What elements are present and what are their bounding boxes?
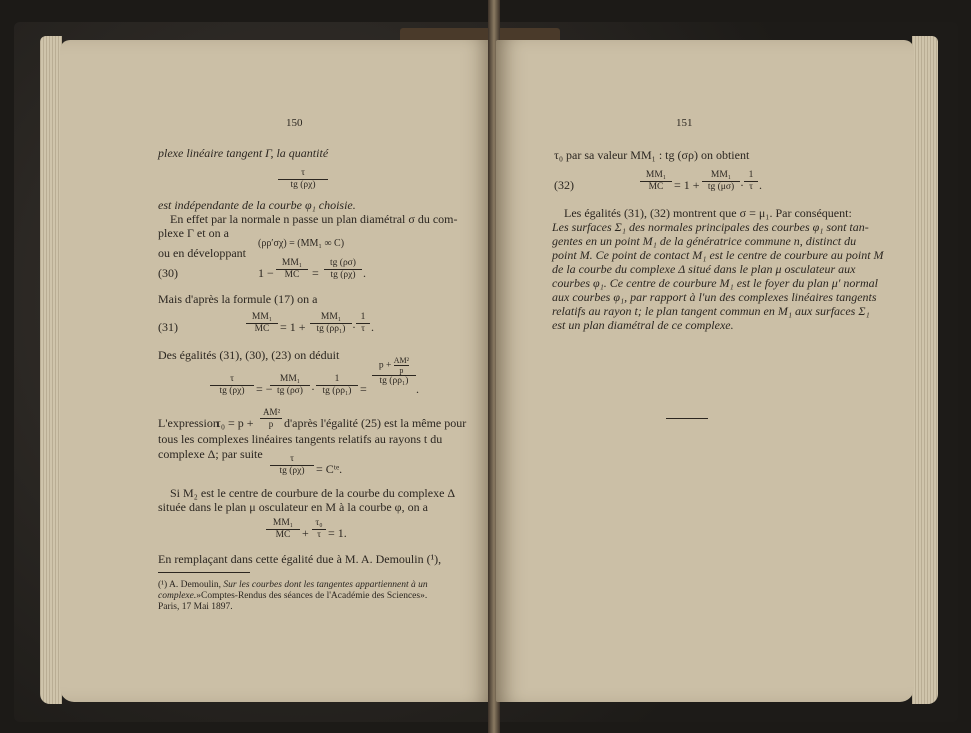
text-line: tous les complexes linéaires tangents relatifs au rayons t du xyxy=(158,432,443,446)
text-line: aux courbes φ₁, par rapport à l'un des complexes linéaires tangents xyxy=(552,290,877,304)
equation-term: = − xyxy=(256,382,273,396)
equation-term: . xyxy=(371,320,374,334)
equation-term: + xyxy=(302,526,309,540)
text-line: d'après l'égalité (25) est la même pour xyxy=(284,416,467,430)
equation-term: = 1. xyxy=(328,526,347,540)
equation-label: (32) xyxy=(554,178,574,192)
section-rule xyxy=(666,418,708,419)
left-page xyxy=(60,40,492,702)
fraction: p + $\frac{\text{AM²}}{p}$ tg (ρρ₁) xyxy=(372,356,416,387)
fraction: $\frac{\tau}{tg (\rho\chi)}$ xyxy=(210,374,254,397)
fraction: $\frac{1}{\tau}$ xyxy=(744,170,758,193)
text-line: τ₀ par sa valeur MM₁ : tg (σρ) on obtient xyxy=(554,148,750,162)
text-line: est indépendante de la courbe φ₁ choisie. xyxy=(158,198,356,212)
text-line: Les surfaces Σ₁ des normales principales des courbes φ₁ sont tan- xyxy=(552,220,869,234)
equation-term: 1 − xyxy=(258,266,274,280)
fraction: $\frac{\text{MM₁}}{tg (\rho\sigma)}$ xyxy=(270,374,310,397)
text-line: située dans le plan μ osculateur en M à la courbe φ, on a xyxy=(158,500,428,514)
footnote-line: complexe.»Comptes-Rendus des séances de l'Académie des Sciences». xyxy=(158,591,428,601)
footnote-rule xyxy=(158,572,250,573)
text-line: gentes en un point M₁ de la génératrice commune n, distinct du xyxy=(552,234,857,248)
footnote-line: (¹) A. Demoulin, Sur les courbes dont les tangentes appartiennent à un xyxy=(158,580,428,590)
fraction: $\frac{tg (\rho\sigma)}{tg (\rho\chi)}$ xyxy=(324,258,362,281)
equation-label: (30) xyxy=(158,266,178,280)
text-line: Mais d'après la formule (17) on a xyxy=(158,292,318,306)
fraction: $\frac{\text{MM₁}}{MC}$ xyxy=(246,312,278,335)
equation-label: (31) xyxy=(158,320,178,334)
right-page xyxy=(496,40,914,702)
text-line: ou en développant xyxy=(158,246,246,260)
text-line: complexe Δ; par suite xyxy=(158,447,263,461)
equation: (ρρ′σχ) = (MM₁ ∞ C) xyxy=(258,238,345,249)
fraction: $\frac{1}{\text{tg (ρρ₁)}}$ xyxy=(316,374,358,397)
page-edges-right xyxy=(912,36,938,704)
equation-term: = Cᵗᵉ. xyxy=(316,462,343,476)
fraction: $\frac{\text{MM₁}}{MC}$ xyxy=(266,518,300,541)
text-line: Les égalités (31), (32) montrent que σ = μ₁. Par conséquent: xyxy=(564,206,852,220)
fraction: $\frac{\text{τ₀}}{\tau}$ xyxy=(312,518,326,541)
text-line: plexe Γ et on a xyxy=(158,226,229,240)
equation-term: · xyxy=(352,320,356,334)
equation-term: = xyxy=(360,382,367,396)
equation-term: = xyxy=(312,266,319,280)
equation-term: τ₀ = p + xyxy=(216,416,254,430)
fraction: $\frac{\text{MM₁}}{MC}$ xyxy=(640,170,672,193)
text-line: relatifs au rayon t; le plan tangent commun en M₁ aux surfaces Σ₁ xyxy=(552,304,870,318)
equation-term: . xyxy=(759,178,762,192)
equation-term: = 1 + xyxy=(280,320,306,334)
fraction: $\frac{\text{AM²}}{p}$ xyxy=(260,407,282,430)
equation-term: . xyxy=(416,382,419,396)
fraction: $\frac{\text{MM₁}}{tg (\mu\sigma)}$ xyxy=(702,170,740,193)
page-number: 150 xyxy=(286,117,303,129)
equation-term: = 1 + xyxy=(674,178,700,192)
text-line: de la courbe du complexe Δ situé dans le plan μ osculateur aux xyxy=(552,262,856,276)
text-line: Des égalités (31), (30), (23) on déduit xyxy=(158,348,340,362)
text-line: En effet par la normale n passe un plan diamétral σ du com- xyxy=(170,212,458,226)
fraction: $\frac{\tau}{tg (\rho\chi)}$ xyxy=(278,168,328,191)
equation-term: · xyxy=(311,382,315,396)
text-line: plexe linéaire tangent Γ, la quantité xyxy=(158,146,329,160)
text-line: est un plan diamétral de ce complexe. xyxy=(552,318,734,332)
fraction: $\frac{\text{MM₁}}{MC}$ xyxy=(276,258,308,281)
text-line: courbes φ₁. Ce centre de courbure M₁ est le foyer du plan μ′ normal xyxy=(552,276,879,290)
equation-term: · xyxy=(740,178,744,192)
text-line: L'expression xyxy=(158,416,219,430)
fraction: $\frac{1}{\tau}$ xyxy=(356,312,370,335)
fraction: $\frac{\tau}{tg (\rho\chi)}$ xyxy=(270,454,314,477)
text-line: Si M₂ est le centre de courbure de la courbe du complexe Δ xyxy=(170,486,456,500)
text-line: point M. Ce point de contact M₁ est le centre de courbure au point M xyxy=(552,248,884,262)
text-line: En remplaçant dans cette égalité due à M. A. Demoulin (¹), xyxy=(158,552,442,566)
fraction: $\frac{\text{MM₁}}{\text{tg (ρρ₁)}}$ xyxy=(310,312,352,335)
page-edges-left xyxy=(40,36,62,704)
equation-term: . xyxy=(363,266,366,280)
page-number: 151 xyxy=(676,117,693,129)
footnote-line: Paris, 17 Mai 1897. xyxy=(158,602,233,612)
